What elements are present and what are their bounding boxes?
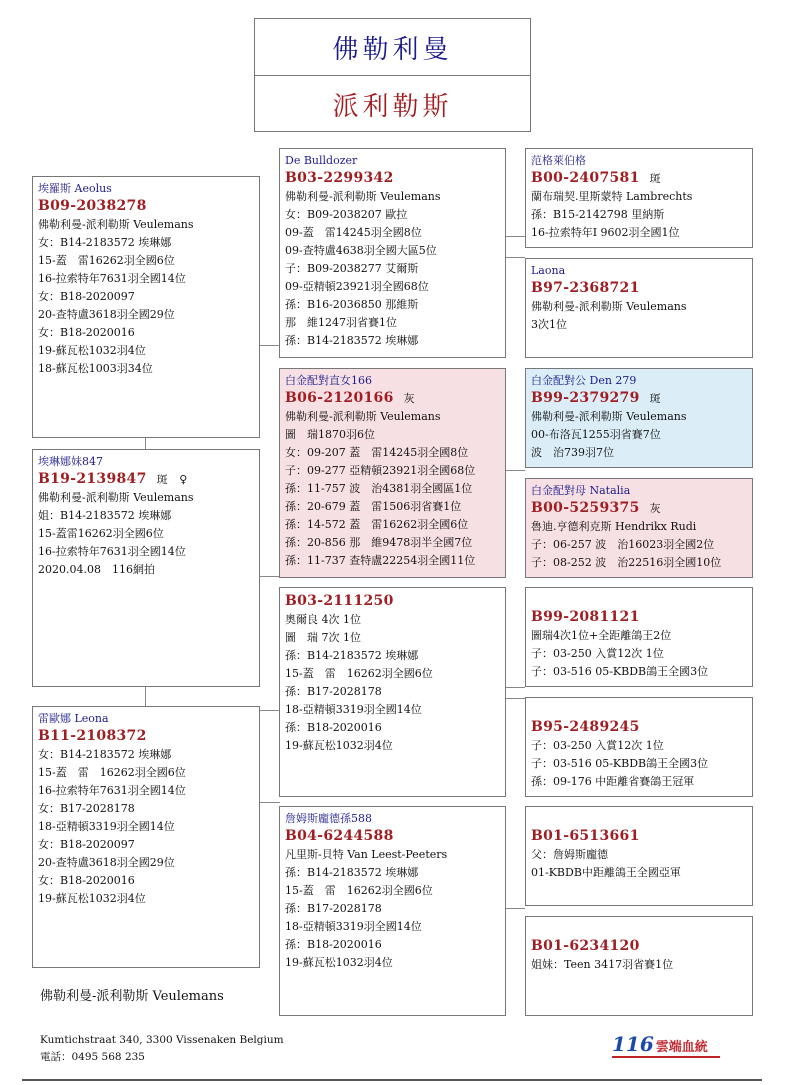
info-line: 00-布洛瓦1255羽省賽7位 bbox=[531, 428, 661, 441]
bottom-divider bbox=[22, 1079, 762, 1081]
connector bbox=[505, 698, 525, 699]
pigeon-name: 白金配對公 Den 279 bbox=[531, 374, 637, 387]
connector bbox=[505, 908, 525, 909]
g2-a-card bbox=[279, 148, 506, 358]
pigeon-name: 埃羅斯 Aeolus bbox=[38, 182, 112, 195]
g3-6-card bbox=[525, 697, 753, 797]
info-line: 孫：B17-2028178 bbox=[285, 685, 382, 698]
address-text: Kumtichstraat 340, 3300 Vissenaken Belgium bbox=[40, 1034, 284, 1046]
pigeon-lines bbox=[531, 298, 747, 334]
pigeon-name: 雷歐娜 Leona bbox=[38, 712, 109, 725]
info-line: 那 維1247羽省賽1位 bbox=[285, 316, 397, 329]
pigeon-lines bbox=[531, 627, 747, 681]
info-line: 佛勒利曼-派利勒斯 Veulemans bbox=[38, 491, 194, 504]
g2-d-card bbox=[279, 806, 506, 1016]
info-line: 16-拉索特年I 9602羽全國1位 bbox=[531, 226, 680, 239]
ring-number: B97-2368721 bbox=[531, 280, 640, 296]
info-line: 魯迪.亨德利克斯 Hendrikx Rudi bbox=[531, 520, 697, 533]
info-line: 女：B09-2038207 歐拉 bbox=[285, 208, 408, 221]
info-line: 孫：20-679 蓋 雷1506羽省賽1位 bbox=[285, 500, 462, 513]
ring-number: B06-2120166 灰 bbox=[285, 390, 415, 406]
pigeon-name: 埃琳娜妹847 bbox=[38, 455, 103, 468]
logo-text: 雲端血統 bbox=[655, 1040, 708, 1055]
info-line: 09-蓋 雷14245羽全國8位 bbox=[285, 226, 422, 239]
brand-logo bbox=[612, 1032, 722, 1056]
info-line: 19-蘇瓦松1032羽4位 bbox=[285, 956, 393, 969]
g3-1-card bbox=[525, 148, 753, 248]
info-line: 15-蓋雷16262羽全國6位 bbox=[38, 527, 164, 540]
info-line: 子：06-257 波 治16023羽全國2位 bbox=[531, 538, 715, 551]
pigeon-lines bbox=[38, 216, 254, 378]
color-tag: 灰 bbox=[403, 392, 415, 405]
g3-5-card bbox=[525, 587, 753, 687]
connector bbox=[505, 257, 525, 258]
info-line: 15-蓋 雷16262羽全國6位 bbox=[38, 254, 175, 267]
info-line: 佛勒利曼-派利勒斯 Veulemans bbox=[285, 190, 441, 203]
pigeon-name: 白金配對母 Natalia bbox=[531, 484, 631, 497]
header-sire-name: 佛勒利曼 bbox=[255, 19, 530, 76]
info-line: 女：B18-2020097 bbox=[38, 290, 135, 303]
pedigree-header bbox=[254, 18, 531, 132]
header-dam-name: 派利勒斯 bbox=[332, 91, 453, 122]
info-line: 佛勒利曼-派利勒斯 Veulemans bbox=[38, 218, 194, 231]
info-line: 孫：11-757 波 治4381羽全國區1位 bbox=[285, 482, 473, 495]
info-line: 女：B18-2020016 bbox=[38, 874, 135, 887]
info-line: 20-查特盧3618羽全國29位 bbox=[38, 856, 175, 869]
pigeon-lines bbox=[531, 408, 747, 462]
connector bbox=[505, 470, 525, 471]
info-line: 孫：20-856 那 維9478羽半全國7位 bbox=[285, 536, 473, 549]
info-line: 子：B09-2038277 艾爾斯 bbox=[285, 262, 419, 275]
info-line: 子：09-277 亞精頓23921羽全國68位 bbox=[285, 464, 476, 477]
info-line: 孫：B14-2183572 埃琳娜 bbox=[285, 866, 419, 879]
g3-2-card bbox=[525, 258, 753, 358]
info-line: 18-亞精頓3319羽全國14位 bbox=[285, 703, 422, 716]
pigeon-lines bbox=[531, 846, 747, 882]
info-line: 19-蘇瓦松1032羽4位 bbox=[285, 739, 393, 752]
info-line: 孫：B18-2020016 bbox=[285, 721, 382, 734]
connector bbox=[259, 710, 280, 711]
pigeon-lines bbox=[285, 611, 500, 755]
ring-number: B03-2299342 bbox=[285, 170, 394, 186]
pigeon-name: Laona bbox=[531, 264, 566, 277]
info-line: 18-亞精頓3319羽全國14位 bbox=[285, 920, 422, 933]
info-line: 女：B17-2028178 bbox=[38, 802, 135, 815]
info-line: 佛勒利曼-派利勒斯 Veulemans bbox=[285, 410, 441, 423]
info-line: 姐：B14-2183572 埃琳娜 bbox=[38, 509, 172, 522]
connector bbox=[259, 576, 280, 577]
color-tag: 斑 bbox=[649, 172, 661, 185]
info-line: 15-蓋 雷 16262羽全國6位 bbox=[285, 884, 433, 897]
info-line: 孫：14-572 蓋 雷16262羽全國6位 bbox=[285, 518, 469, 531]
ring-number: B01-6234120 bbox=[531, 938, 640, 954]
info-line: 姐妹：Teen 3417羽省賽1位 bbox=[531, 958, 674, 971]
ring-number: B99-2379279 斑 bbox=[531, 390, 661, 406]
info-line: 圖瑞4次1位+全距離鴿王2位 bbox=[531, 629, 672, 642]
ring-number: B95-2489245 bbox=[531, 719, 640, 735]
color-sex-tag: 斑 ♀ bbox=[156, 473, 188, 486]
breeder-name: 佛勒利曼-派利勒斯 Veulemans bbox=[40, 989, 224, 1004]
pigeon-lines bbox=[38, 746, 254, 908]
info-line: 波 治739羽7位 bbox=[531, 446, 614, 459]
ring-number: B00-5259375 灰 bbox=[531, 500, 661, 516]
info-line: 15-蓋 雷 16262羽全國6位 bbox=[285, 667, 433, 680]
info-line: 16-拉索特年7631羽全國14位 bbox=[38, 784, 186, 797]
info-line: 佛勒利曼-派利勒斯 Veulemans bbox=[531, 300, 687, 313]
info-line: 19-蘇瓦松1032羽4位 bbox=[38, 892, 146, 905]
pigeon-lines bbox=[285, 846, 500, 972]
pigeon-lines bbox=[531, 188, 747, 242]
connector bbox=[505, 236, 525, 237]
logo-underline bbox=[612, 1056, 720, 1058]
info-line: 父：詹姆斯龐德 bbox=[531, 848, 608, 861]
pigeon-lines bbox=[531, 737, 747, 791]
info-line: 09-查特盧4638羽全國大區5位 bbox=[285, 244, 437, 257]
ring-number: B09-2038278 bbox=[38, 198, 147, 214]
g2-c-card bbox=[279, 587, 506, 797]
info-line: 女：09-207 蓋 雷14245羽全國8位 bbox=[285, 446, 469, 459]
color-tag: 灰 bbox=[649, 502, 661, 515]
g1-dam-card bbox=[32, 449, 260, 687]
info-line: 女：B14-2183572 埃琳娜 bbox=[38, 748, 172, 761]
info-line: 圖 瑞 7次 1位 bbox=[285, 631, 361, 644]
info-line: 蘭布瑞契.里斯蒙特 Lambrechts bbox=[531, 190, 693, 203]
g1-third-card bbox=[32, 706, 260, 968]
info-line: 女：B14-2183572 埃琳娜 bbox=[38, 236, 172, 249]
info-line: 20-查特盧3618羽全國29位 bbox=[38, 308, 175, 321]
color-tag: 斑 bbox=[649, 392, 661, 405]
info-line: 15-蓋 雷 16262羽全國6位 bbox=[38, 766, 186, 779]
g3-7-card bbox=[525, 806, 753, 906]
pigeon-lines bbox=[285, 188, 500, 350]
info-line: 子：08-252 波 治22516羽全國10位 bbox=[531, 556, 722, 569]
ring-number: B99-2081121 bbox=[531, 609, 640, 625]
g3-4-card bbox=[525, 478, 753, 578]
phone-text: 電話：0495 568 235 bbox=[40, 1051, 145, 1063]
info-line: 孫：B18-2020016 bbox=[285, 938, 382, 951]
g2-b-card bbox=[279, 368, 506, 578]
ring-number: B11-2108372 bbox=[38, 728, 147, 744]
info-line: 孫：B15-2142798 里納斯 bbox=[531, 208, 665, 221]
info-line: 子：03-516 05-KBDB鴿王全國3位 bbox=[531, 757, 709, 770]
pigeon-name: 范格萊伯格 bbox=[531, 154, 586, 167]
pigeon-name: 白金配對直女166 bbox=[285, 374, 372, 387]
info-line: 孫：B14-2183572 埃琳娜 bbox=[285, 334, 419, 347]
info-line: 孫：11-737 查特盧22254羽全國11位 bbox=[285, 554, 476, 567]
info-line: 孫：B14-2183572 埃琳娜 bbox=[285, 649, 419, 662]
info-line: 16-拉索特年7631羽全國14位 bbox=[38, 545, 186, 558]
info-line: 孫：B16-2036850 那維斯 bbox=[285, 298, 419, 311]
logo-number: 116 bbox=[612, 1032, 654, 1056]
pigeon-lines bbox=[531, 956, 747, 974]
info-line: 09-亞精頓23921羽全國68位 bbox=[285, 280, 429, 293]
info-line: 3次1位 bbox=[531, 318, 567, 331]
connector bbox=[505, 687, 525, 688]
info-line: 孫：09-176 中距離省賽鴿王冠軍 bbox=[531, 775, 695, 788]
ring-number: B03-2111250 bbox=[285, 593, 394, 609]
connector bbox=[145, 686, 146, 706]
pigeon-lines bbox=[531, 518, 747, 572]
g1-sire-card bbox=[32, 176, 260, 438]
ring-number: B04-6244588 bbox=[285, 828, 394, 844]
info-line: 女：B18-2020016 bbox=[38, 326, 135, 339]
g3-3-card bbox=[525, 368, 753, 468]
g3-8-card bbox=[525, 916, 753, 1016]
info-line: 2020.04.08 116網拍 bbox=[38, 563, 155, 576]
info-line: 18-亞精頓3319羽全國14位 bbox=[38, 820, 175, 833]
info-line: 女：B18-2020097 bbox=[38, 838, 135, 851]
info-line: 18-蘇瓦松1003羽34位 bbox=[38, 362, 153, 375]
pigeon-name: De Bulldozer bbox=[285, 154, 358, 167]
info-line: 奧爾良 4次 1位 bbox=[285, 613, 361, 626]
ring-number: B00-2407581 斑 bbox=[531, 170, 661, 186]
ring-number: B01-6513661 bbox=[531, 828, 640, 844]
pigeon-lines bbox=[285, 408, 500, 570]
connector bbox=[259, 802, 280, 803]
info-line: 圖 瑞1870羽6位 bbox=[285, 428, 375, 441]
info-line: 16-拉索特年7631羽全國14位 bbox=[38, 272, 186, 285]
info-line: 凡里斯-貝特 Van Leest-Peeters bbox=[285, 848, 448, 861]
pigeon-lines bbox=[38, 489, 254, 579]
connector bbox=[145, 437, 146, 449]
info-line: 子：03-516 05-KBDB鴿王全國3位 bbox=[531, 665, 709, 678]
info-line: 19-蘇瓦松1032羽4位 bbox=[38, 344, 146, 357]
connector bbox=[259, 345, 280, 346]
pigeon-name: 詹姆斯龐德孫588 bbox=[285, 812, 372, 825]
info-line: 子：03-250 入賞12次 1位 bbox=[531, 647, 664, 660]
info-line: 佛勒利曼-派利勒斯 Veulemans bbox=[531, 410, 687, 423]
info-line: 01-KBDB中距離鴿王全國亞軍 bbox=[531, 866, 681, 879]
info-line: 孫：B17-2028178 bbox=[285, 902, 382, 915]
breeder-contact bbox=[40, 1032, 284, 1066]
info-line: 子：03-250 入賞12次 1位 bbox=[531, 739, 664, 752]
ring-number: B19-2139847 斑 ♀ bbox=[38, 471, 188, 487]
